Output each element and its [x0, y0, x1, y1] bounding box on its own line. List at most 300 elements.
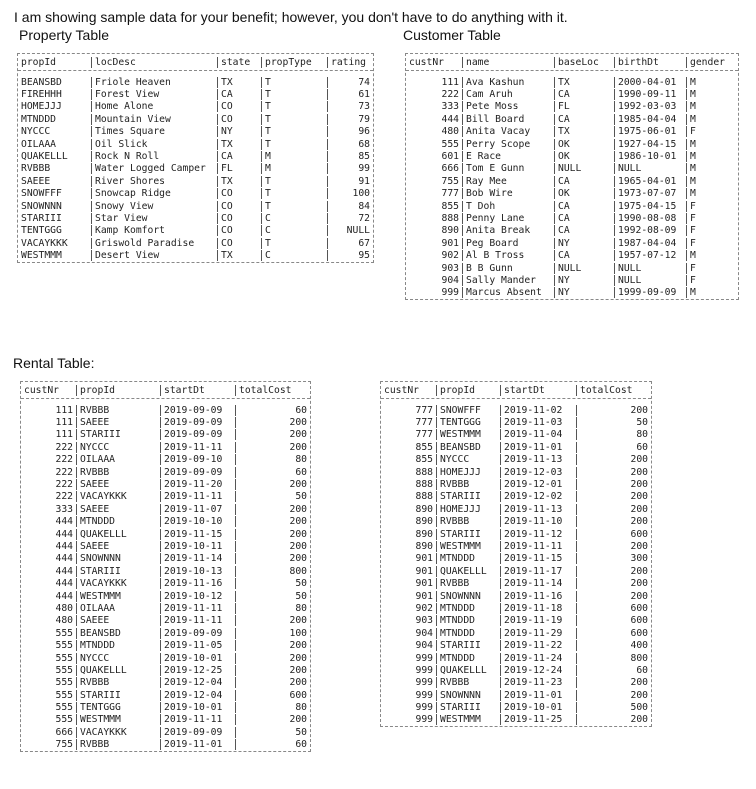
property-row	[18, 249, 373, 261]
rental-right-cell-startdt: 2019-12-03	[500, 467, 576, 478]
rental-left-cell-totalcost: 200	[235, 529, 310, 540]
customer-cell-gender: F	[686, 213, 738, 224]
rental-right-header-totalcost: totalCost	[576, 385, 651, 396]
rental-right-cell-custnr: 890	[415, 528, 433, 540]
rental-right-cell-custnr: 999	[415, 677, 433, 689]
rental-right-cell-totalcost: 600	[576, 603, 651, 614]
rental-right-cell-totalcost: 200	[576, 504, 651, 515]
rental-left-cell-propid: SAEEE	[76, 479, 160, 490]
property-cell-locdesc: River Shores	[91, 176, 217, 187]
rental-right-row	[381, 565, 651, 577]
rental-right-cell-custnr: 901	[415, 590, 433, 602]
rental-left-cell-startdt: 2019-09-09	[160, 429, 235, 440]
rental-left-cell-totalcost: 600	[235, 690, 310, 701]
rental-right-cell-startdt: 2019-11-29	[500, 628, 576, 639]
rental-left-cell-startdt: 2019-11-07	[160, 504, 235, 515]
customer-cell-name: Peg Board	[462, 238, 554, 249]
property-row	[18, 126, 373, 138]
rental-left-cell-custnr: 222	[55, 466, 73, 478]
rental-left-cell-custnr: 555	[55, 677, 73, 689]
rental-right-row	[381, 441, 651, 453]
rental-left-cell-propid: NYCCC	[76, 653, 160, 664]
property-row	[18, 113, 373, 125]
rental-left-cell-startdt: 2019-09-09	[160, 417, 235, 428]
rental-left-cell-startdt: 2019-09-09	[160, 405, 235, 416]
property-cell-proptype: C	[261, 250, 327, 261]
customer-row	[406, 88, 738, 100]
rental-left-cell-propid: RVBBB	[76, 405, 160, 416]
property-cell-proptype: T	[261, 89, 327, 100]
rental-right-cell-custnr: 999	[415, 652, 433, 664]
rental-left-cell-startdt: 2019-11-11	[160, 442, 235, 453]
rental-right-cell-custnr: 904	[415, 627, 433, 639]
property-cell-locdesc: Forest View	[91, 89, 217, 100]
property-cell-proptype: M	[261, 163, 327, 174]
rental-left-row	[21, 639, 310, 651]
customer-cell-name: Penny Lane	[462, 213, 554, 224]
customer-cell-name: E Race	[462, 151, 554, 162]
property-cell-propid: WESTMMM	[21, 250, 62, 262]
property-cell-propid: OILAAA	[21, 138, 56, 150]
rental-left-cell-startdt: 2019-12-25	[160, 665, 235, 676]
rental-right-cell-custnr: 888	[415, 491, 433, 503]
rental-right-cell-startdt: 2019-11-03	[500, 417, 576, 428]
rental-left-row	[21, 466, 310, 478]
property-cell-locdesc: Star View	[91, 213, 217, 224]
rental-right-cell-totalcost: 60	[576, 665, 651, 676]
rental-right-cell-propid: MTNDDD	[436, 615, 500, 626]
rental-right-cell-custnr: 999	[415, 714, 433, 726]
customer-cell-baseloc: NY	[554, 287, 614, 298]
rental-right-cell-propid: WESTMMM	[436, 714, 500, 725]
rental-left-cell-propid: OILAAA	[76, 603, 160, 614]
customer-cell-custnr: 888	[441, 212, 459, 224]
rental-left-cell-totalcost: 60	[235, 467, 310, 478]
customer-cell-baseloc: NULL	[554, 163, 614, 174]
property-cell-locdesc: Snowy View	[91, 201, 217, 212]
rental-left-cell-custnr: 222	[55, 454, 73, 466]
rental-left-cell-propid: QUAKELLL	[76, 529, 160, 540]
rental-left-row	[21, 404, 310, 416]
customer-cell-gender: M	[686, 176, 738, 187]
rental-right-cell-custnr: 777	[415, 404, 433, 416]
rental-right-cell-propid: WESTMMM	[436, 429, 500, 440]
rental-left-row	[21, 689, 310, 701]
customer-row	[406, 188, 738, 200]
rental-left-cell-totalcost: 200	[235, 615, 310, 626]
rental-right-cell-totalcost: 200	[576, 714, 651, 725]
rental-left-cell-custnr: 111	[55, 417, 73, 429]
customer-cell-custnr: 903	[441, 262, 459, 274]
customer-cell-birthdt: 1985-04-04	[614, 114, 686, 125]
rental-right-row	[381, 714, 651, 726]
rental-right-cell-propid: RVBBB	[436, 677, 500, 688]
customer-cell-name: Anita Vacay	[462, 126, 554, 137]
property-row	[18, 175, 373, 187]
rental-left-cell-totalcost: 200	[235, 504, 310, 515]
rental-left-row	[21, 701, 310, 713]
rental-left-cell-custnr: 555	[55, 689, 73, 701]
rental-left-row	[21, 714, 310, 726]
rental-left-cell-custnr: 444	[55, 516, 73, 528]
rental-right-row	[381, 404, 651, 416]
customer-row	[406, 225, 738, 237]
rental-left-cell-totalcost: 50	[235, 491, 310, 502]
property-cell-rating: 91	[327, 176, 373, 187]
rental-left-cell-propid: RVBBB	[76, 467, 160, 478]
rental-right-cell-propid: HOMEJJJ	[436, 504, 500, 515]
customer-cell-custnr: 755	[441, 175, 459, 187]
property-cell-propid: BEANSBD	[21, 76, 62, 88]
rental-left-cell-propid: VACAYKKK	[76, 578, 160, 589]
property-table	[17, 53, 374, 263]
rental-left-cell-propid: STARIII	[76, 429, 160, 440]
property-cell-state: TX	[217, 77, 261, 88]
property-cell-proptype: T	[261, 77, 327, 88]
rental-right-cell-custnr: 890	[415, 503, 433, 515]
rental-left-cell-totalcost: 200	[235, 516, 310, 527]
rental-left-cell-custnr: 333	[55, 503, 73, 515]
property-row	[18, 150, 373, 162]
rental-table-left	[20, 381, 311, 752]
rental-left-cell-startdt: 2019-10-11	[160, 541, 235, 552]
property-table-title: Property Table	[19, 27, 110, 43]
rental-left-header-row	[21, 382, 310, 399]
customer-cell-birthdt: NULL	[614, 163, 686, 174]
customer-cell-name: Bob Wire	[462, 188, 554, 199]
rental-left-cell-totalcost: 200	[235, 442, 310, 453]
rental-left-cell-startdt: 2019-11-15	[160, 529, 235, 540]
customer-cell-gender: M	[686, 89, 738, 100]
rental-right-cell-propid: STARIII	[436, 640, 500, 651]
rental-left-cell-startdt: 2019-12-04	[160, 677, 235, 688]
rental-left-cell-propid: SAEEE	[76, 615, 160, 626]
customer-cell-custnr: 904	[441, 274, 459, 286]
rental-right-cell-propid: RVBBB	[436, 479, 500, 490]
customer-cell-custnr: 111	[441, 76, 459, 88]
customer-cell-name: Tom E Gunn	[462, 163, 554, 174]
property-cell-locdesc: Friole Heaven	[91, 77, 217, 88]
customer-cell-baseloc: CA	[554, 114, 614, 125]
rental-left-row	[21, 516, 310, 528]
customer-row	[406, 138, 738, 150]
customer-cell-birthdt: 1990-08-08	[614, 213, 686, 224]
rental-left-cell-totalcost: 50	[235, 578, 310, 589]
rental-right-row	[381, 429, 651, 441]
customer-cell-name: Cam Aruh	[462, 89, 554, 100]
rental-left-cell-propid: TENTGGG	[76, 702, 160, 713]
rental-right-row	[381, 615, 651, 627]
rental-right-cell-totalcost: 400	[576, 640, 651, 651]
property-cell-rating: 72	[327, 213, 373, 224]
rental-left-cell-custnr: 444	[55, 590, 73, 602]
customer-cell-custnr: 333	[441, 101, 459, 113]
customer-cell-custnr: 222	[441, 89, 459, 101]
rental-right-row	[381, 466, 651, 478]
customer-row	[406, 126, 738, 138]
property-cell-propid: SNOWFFF	[21, 188, 62, 200]
property-cell-proptype: T	[261, 139, 327, 150]
customer-header-birthdt: birthDt	[614, 57, 686, 68]
property-cell-proptype: T	[261, 126, 327, 137]
customer-row	[406, 150, 738, 162]
rental-right-cell-custnr: 904	[415, 640, 433, 652]
customer-header-baseloc: baseLoc	[554, 57, 614, 68]
rental-left-row	[21, 602, 310, 614]
property-row	[18, 163, 373, 175]
customer-cell-name: Perry Scope	[462, 139, 554, 150]
customer-cell-gender: F	[686, 201, 738, 212]
customer-row	[406, 287, 738, 299]
rental-right-header-row	[381, 382, 651, 399]
rental-left-cell-custnr: 755	[55, 739, 73, 751]
rental-left-row	[21, 503, 310, 515]
rental-left-cell-startdt: 2019-10-01	[160, 653, 235, 664]
property-cell-locdesc: Desert View	[91, 250, 217, 261]
rental-right-cell-custnr: 999	[415, 664, 433, 676]
customer-cell-birthdt: NULL	[614, 263, 686, 274]
rental-left-cell-totalcost: 200	[235, 653, 310, 664]
property-cell-state: CO	[217, 114, 261, 125]
customer-cell-gender: F	[686, 225, 738, 236]
customer-cell-gender: M	[686, 77, 738, 88]
property-cell-propid: SAEEE	[21, 175, 51, 187]
rental-left-cell-totalcost: 200	[235, 665, 310, 676]
rental-right-cell-startdt: 2019-11-02	[500, 405, 576, 416]
customer-cell-baseloc: OK	[554, 151, 614, 162]
rental-table-title: Rental Table:	[13, 355, 95, 371]
rental-left-row	[21, 577, 310, 589]
property-cell-locdesc: Griswold Paradise	[91, 238, 217, 249]
rental-left-cell-startdt: 2019-11-20	[160, 479, 235, 490]
property-row	[18, 225, 373, 237]
rental-right-cell-propid: STARIII	[436, 491, 500, 502]
rental-left-cell-totalcost: 60	[235, 739, 310, 750]
rental-left-header-totalcost: totalCost	[235, 385, 310, 396]
rental-right-cell-propid: QUAKELLL	[436, 566, 500, 577]
rental-left-row	[21, 528, 310, 540]
customer-cell-birthdt: 1975-06-01	[614, 126, 686, 137]
property-cell-rating: 85	[327, 151, 373, 162]
rental-left-cell-totalcost: 50	[235, 591, 310, 602]
rental-right-header-propid: propId	[436, 385, 500, 396]
property-cell-rating: 99	[327, 163, 373, 174]
rental-right-cell-totalcost: 200	[576, 690, 651, 701]
customer-cell-name: B B Gunn	[462, 263, 554, 274]
customer-cell-name: Al B Tross	[462, 250, 554, 261]
rental-right-cell-startdt: 2019-11-22	[500, 640, 576, 651]
rental-right-cell-propid: MTNDDD	[436, 628, 500, 639]
property-cell-propid: SNOWNNN	[21, 200, 62, 212]
rental-right-cell-startdt: 2019-11-14	[500, 578, 576, 589]
customer-header-gender: gender	[686, 57, 738, 68]
rental-right-row	[381, 664, 651, 676]
rental-left-cell-propid: OILAAA	[76, 454, 160, 465]
rental-right-row	[381, 689, 651, 701]
rental-left-cell-totalcost: 80	[235, 454, 310, 465]
rental-right-cell-propid: TENTGGG	[436, 417, 500, 428]
rental-right-cell-propid: NYCCC	[436, 454, 500, 465]
rental-right-cell-propid: STARIII	[436, 529, 500, 540]
rental-right-row	[381, 577, 651, 589]
rental-right-cell-totalcost: 200	[576, 405, 651, 416]
rental-left-cell-custnr: 111	[55, 404, 73, 416]
customer-cell-baseloc: CA	[554, 176, 614, 187]
rental-left-cell-custnr: 480	[55, 602, 73, 614]
rental-left-cell-propid: WESTMMM	[76, 591, 160, 602]
rental-right-cell-startdt: 2019-11-19	[500, 615, 576, 626]
customer-cell-gender: F	[686, 126, 738, 137]
customer-cell-birthdt: 1973-07-07	[614, 188, 686, 199]
rental-left-cell-startdt: 2019-10-13	[160, 566, 235, 577]
property-cell-locdesc: Times Square	[91, 126, 217, 137]
property-cell-proptype: T	[261, 176, 327, 187]
rental-right-row	[381, 701, 651, 713]
customer-cell-name: Ray Mee	[462, 176, 554, 187]
rental-right-row	[381, 528, 651, 540]
rental-left-cell-propid: MTNDDD	[76, 640, 160, 651]
rental-left-cell-custnr: 444	[55, 540, 73, 552]
property-cell-propid: FIREHHH	[21, 89, 62, 101]
property-cell-proptype: M	[261, 151, 327, 162]
rental-left-cell-propid: SAEEE	[76, 541, 160, 552]
rental-right-cell-totalcost: 200	[576, 491, 651, 502]
property-cell-locdesc: Oil Slick	[91, 139, 217, 150]
property-row	[18, 200, 373, 212]
rental-right-cell-startdt: 2019-11-16	[500, 591, 576, 602]
rental-right-row	[381, 652, 651, 664]
rental-left-cell-custnr: 555	[55, 627, 73, 639]
rental-right-row	[381, 416, 651, 428]
customer-cell-custnr: 555	[441, 138, 459, 150]
property-cell-proptype: T	[261, 188, 327, 199]
rental-left-cell-startdt: 2019-09-09	[160, 727, 235, 738]
rental-left-row	[21, 652, 310, 664]
property-row	[18, 101, 373, 113]
customer-table-title: Customer Table	[403, 27, 501, 43]
rental-left-cell-custnr: 444	[55, 565, 73, 577]
customer-cell-baseloc: NULL	[554, 263, 614, 274]
rental-right-cell-startdt: 2019-11-13	[500, 504, 576, 515]
rental-left-cell-startdt: 2019-11-05	[160, 640, 235, 651]
rental-left-cell-custnr: 444	[55, 528, 73, 540]
rental-left-cell-startdt: 2019-11-11	[160, 491, 235, 502]
property-cell-state: CO	[217, 238, 261, 249]
rental-right-cell-custnr: 999	[415, 702, 433, 714]
property-header-propid: propId	[21, 56, 56, 68]
customer-row	[406, 76, 738, 88]
property-cell-propid: QUAKELLL	[21, 151, 68, 163]
rental-right-cell-custnr: 855	[415, 441, 433, 453]
customer-row	[406, 249, 738, 261]
property-cell-proptype: C	[261, 225, 327, 236]
rental-left-cell-totalcost: 200	[235, 541, 310, 552]
rental-right-cell-custnr: 777	[415, 429, 433, 441]
rental-right-cell-propid: HOMEJJJ	[436, 467, 500, 478]
rental-right-cell-startdt: 2019-11-15	[500, 553, 576, 564]
customer-row	[406, 113, 738, 125]
rental-right-cell-totalcost: 80	[576, 429, 651, 440]
rental-left-cell-propid: NYCCC	[76, 442, 160, 453]
rental-left-row	[21, 739, 310, 751]
rental-left-cell-totalcost: 200	[235, 553, 310, 564]
rental-left-cell-totalcost: 200	[235, 677, 310, 688]
rental-right-cell-startdt: 2019-11-01	[500, 690, 576, 701]
property-cell-state: NY	[217, 126, 261, 137]
rental-right-cell-totalcost: 60	[576, 442, 651, 453]
rental-left-cell-custnr: 222	[55, 479, 73, 491]
customer-cell-baseloc: NY	[554, 275, 614, 286]
customer-cell-gender: M	[686, 114, 738, 125]
customer-cell-birthdt: 1986-10-01	[614, 151, 686, 162]
rental-right-cell-startdt: 2019-11-13	[500, 454, 576, 465]
property-header-row	[18, 54, 373, 71]
customer-cell-name: Anita Break	[462, 225, 554, 236]
property-cell-rating: 73	[327, 101, 373, 112]
rental-left-cell-totalcost: 200	[235, 429, 310, 440]
rental-right-cell-totalcost: 200	[576, 454, 651, 465]
rental-right-cell-propid: MTNDDD	[436, 603, 500, 614]
rental-left-cell-custnr: 555	[55, 664, 73, 676]
rental-right-cell-startdt: 2019-11-17	[500, 566, 576, 577]
rental-right-cell-custnr: 901	[415, 578, 433, 590]
property-cell-propid: STARIII	[21, 212, 62, 224]
property-cell-propid: MTNDDD	[21, 113, 56, 125]
rental-left-cell-startdt: 2019-11-16	[160, 578, 235, 589]
customer-cell-birthdt: 2000-04-01	[614, 77, 686, 88]
customer-cell-birthdt: 1975-04-15	[614, 201, 686, 212]
rental-right-cell-totalcost: 200	[576, 541, 651, 552]
property-cell-propid: NYCCC	[21, 126, 51, 138]
rental-left-cell-custnr: 555	[55, 702, 73, 714]
customer-cell-birthdt: 1965-04-01	[614, 176, 686, 187]
rental-right-cell-propid: STARIII	[436, 702, 500, 713]
rental-right-row	[381, 503, 651, 515]
rental-right-cell-custnr: 901	[415, 565, 433, 577]
property-cell-state: CO	[217, 213, 261, 224]
property-cell-proptype: T	[261, 201, 327, 212]
property-cell-rating: 95	[327, 250, 373, 261]
rental-right-row	[381, 478, 651, 490]
rental-left-row	[21, 627, 310, 639]
rental-right-row	[381, 590, 651, 602]
customer-cell-birthdt: 1987-04-04	[614, 238, 686, 249]
rental-left-cell-startdt: 2019-11-11	[160, 615, 235, 626]
rental-left-cell-propid: MTNDDD	[76, 516, 160, 527]
rental-right-row	[381, 454, 651, 466]
rental-right-cell-totalcost: 600	[576, 529, 651, 540]
rental-right-cell-startdt: 2019-12-01	[500, 479, 576, 490]
rental-right-cell-propid: WESTMMM	[436, 541, 500, 552]
rental-right-cell-custnr: 855	[415, 454, 433, 466]
rental-right-cell-custnr: 888	[415, 479, 433, 491]
customer-cell-custnr: 999	[441, 287, 459, 299]
customer-header-name: name	[462, 57, 554, 68]
rental-right-cell-propid: MTNDDD	[436, 553, 500, 564]
rental-right-cell-totalcost: 600	[576, 628, 651, 639]
customer-cell-custnr: 855	[441, 200, 459, 212]
customer-cell-gender: M	[686, 139, 738, 150]
customer-cell-baseloc: TX	[554, 126, 614, 137]
rental-right-cell-startdt: 2019-11-11	[500, 541, 576, 552]
rental-right-cell-totalcost: 600	[576, 615, 651, 626]
rental-left-cell-propid: BEANSBD	[76, 628, 160, 639]
rental-right-row	[381, 602, 651, 614]
rental-left-row	[21, 478, 310, 490]
property-cell-locdesc: Water Logged Camper	[91, 163, 217, 174]
rental-left-row	[21, 441, 310, 453]
property-cell-proptype: T	[261, 114, 327, 125]
